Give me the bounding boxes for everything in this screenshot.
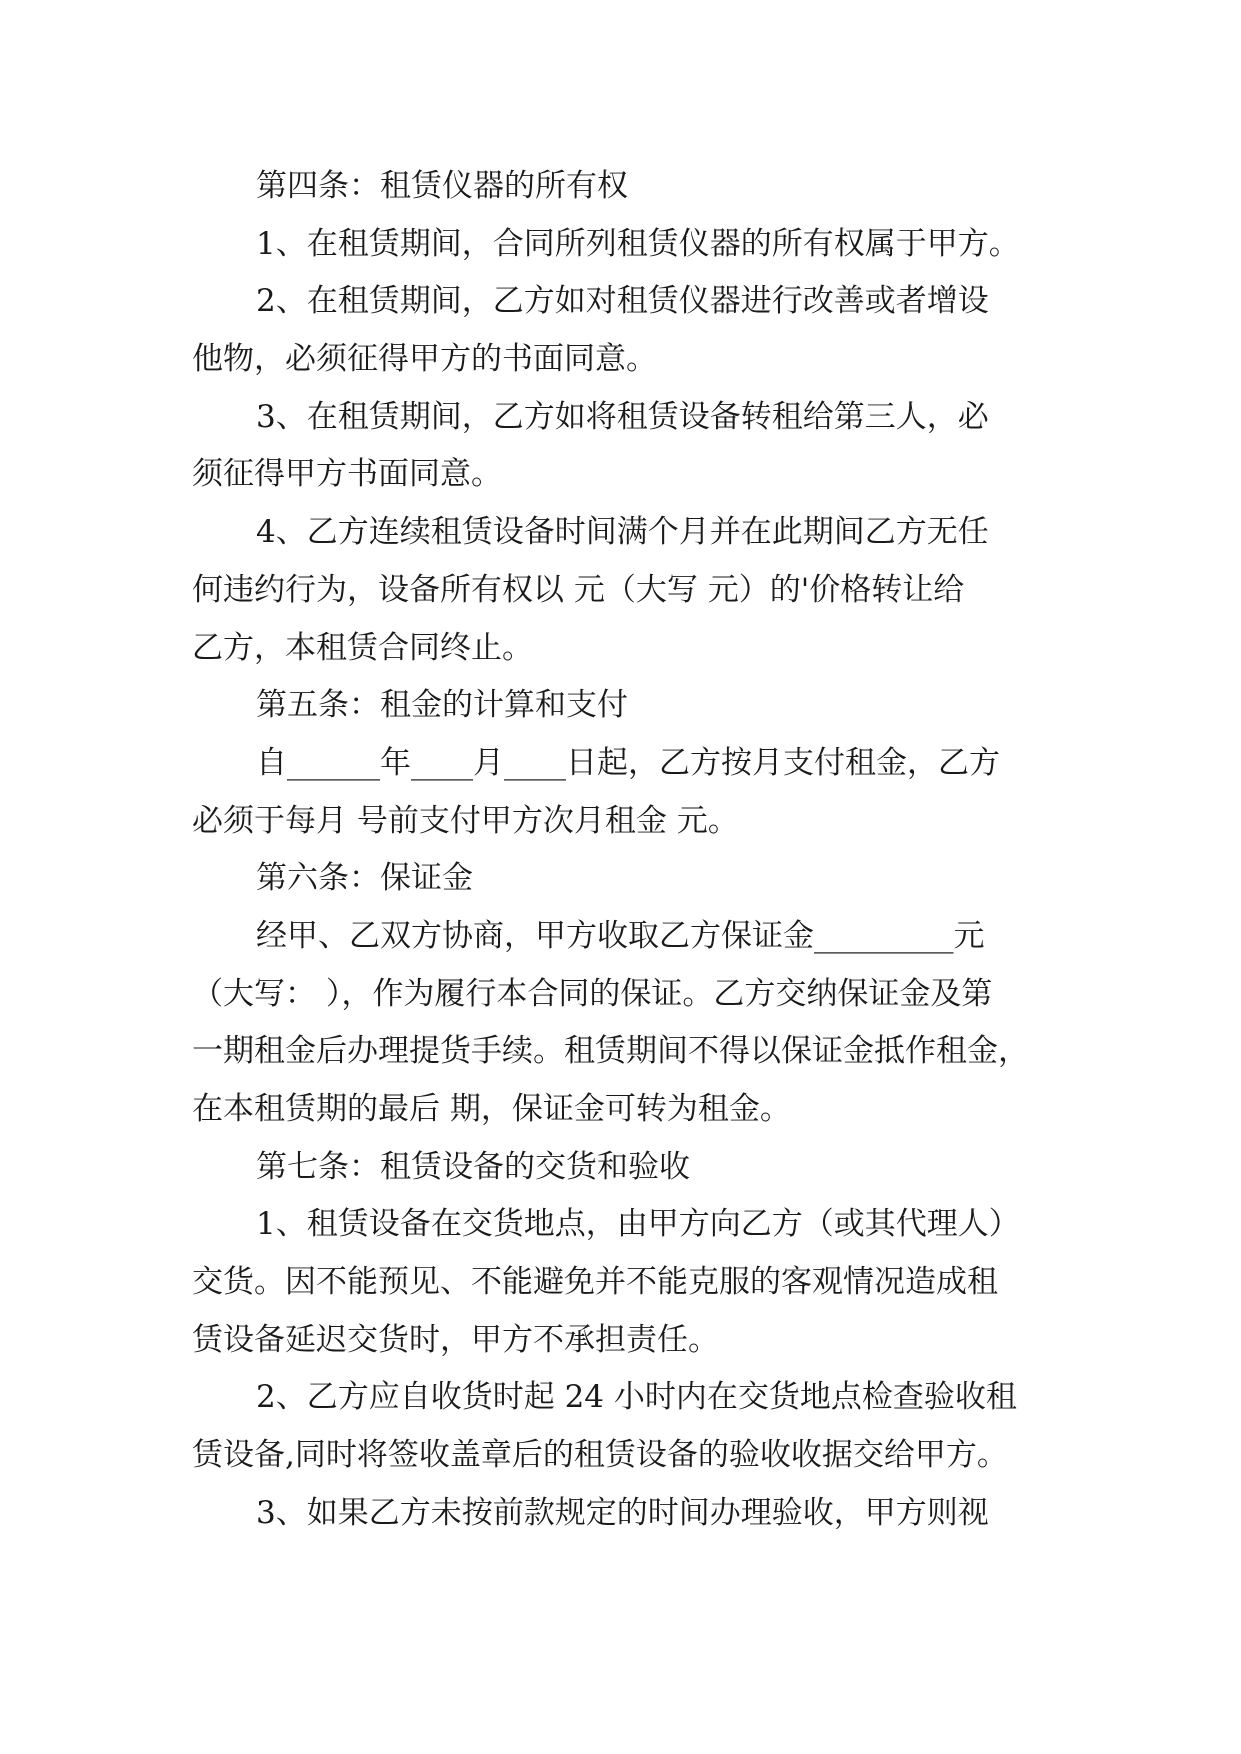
- document-page: [192, 158, 1054, 1543]
- paragraph-line: 2、在租赁期间，乙方如对租赁仪器进行改善或者增设: [256, 283, 989, 320]
- paragraph-line: 一期租金后办理提货手续。租赁期间不得以保证金抵作租金，: [192, 1033, 1029, 1070]
- paragraph-line: 赁设备延迟交货时，甲方不承担责任。: [192, 1321, 719, 1358]
- paragraph-line: 3、在租赁期间，乙方如将租赁设备转租给第三人，必: [256, 398, 989, 435]
- article-4-heading: 第四条：租赁仪器的所有权: [256, 168, 628, 204]
- paragraph-line: 1、租赁设备在交货地点，由甲方向乙方（或其代理人）: [256, 1206, 1020, 1243]
- article-5-heading: 第五条：租金的计算和支付: [256, 687, 628, 724]
- paragraph-line: （大写： ），作为履行本合同的保证。乙方交纳保证金及第: [192, 975, 993, 1012]
- paragraph-line: 必须于每月 号前支付甲方次月租金 元。: [192, 802, 739, 839]
- article-6-heading: 第六条：保证金: [256, 860, 473, 897]
- paragraph-line: 自______年____月____日起，乙方按月支付租金，乙方: [256, 744, 1000, 781]
- paragraph-line: 何违约行为，设备所有权以 元（大写 元）的'价格转让给: [192, 571, 965, 608]
- paragraph-line: 4、乙方连续租赁设备时间满个月并在此期间乙方无任: [256, 514, 989, 551]
- paragraph-line: 3、如果乙方未按前款规定的时间办理验收，甲方则视: [256, 1494, 989, 1531]
- paragraph-line: 乙方，本租赁合同终止。: [192, 629, 533, 666]
- paragraph-line: 1、在租赁期间，合同所列租赁仪器的所有权属于甲方。: [256, 225, 1020, 262]
- paragraph-line: 赁设备,同时将签收盖章后的租赁设备的验收收据交给甲方。: [192, 1437, 1008, 1474]
- article-7-heading: 第七条：租赁设备的交货和验收: [256, 1148, 690, 1185]
- paragraph-line: 交货。因不能预见、不能避免并不能克服的客观情况造成租: [192, 1264, 998, 1301]
- paragraph-line: 须征得甲方书面同意。: [192, 456, 502, 493]
- paragraph-line: 他物，必须征得甲方的书面同意。: [192, 341, 657, 378]
- paragraph-line: 2、乙方应自收货时起 24 小时内在交货地点检查验收租: [256, 1379, 1017, 1416]
- paragraph-line: 经甲、乙双方协商，甲方收取乙方保证金_________元: [256, 917, 985, 954]
- paragraph-line: 在本租赁期的最后 期，保证金可转为租金。: [192, 1091, 791, 1127]
